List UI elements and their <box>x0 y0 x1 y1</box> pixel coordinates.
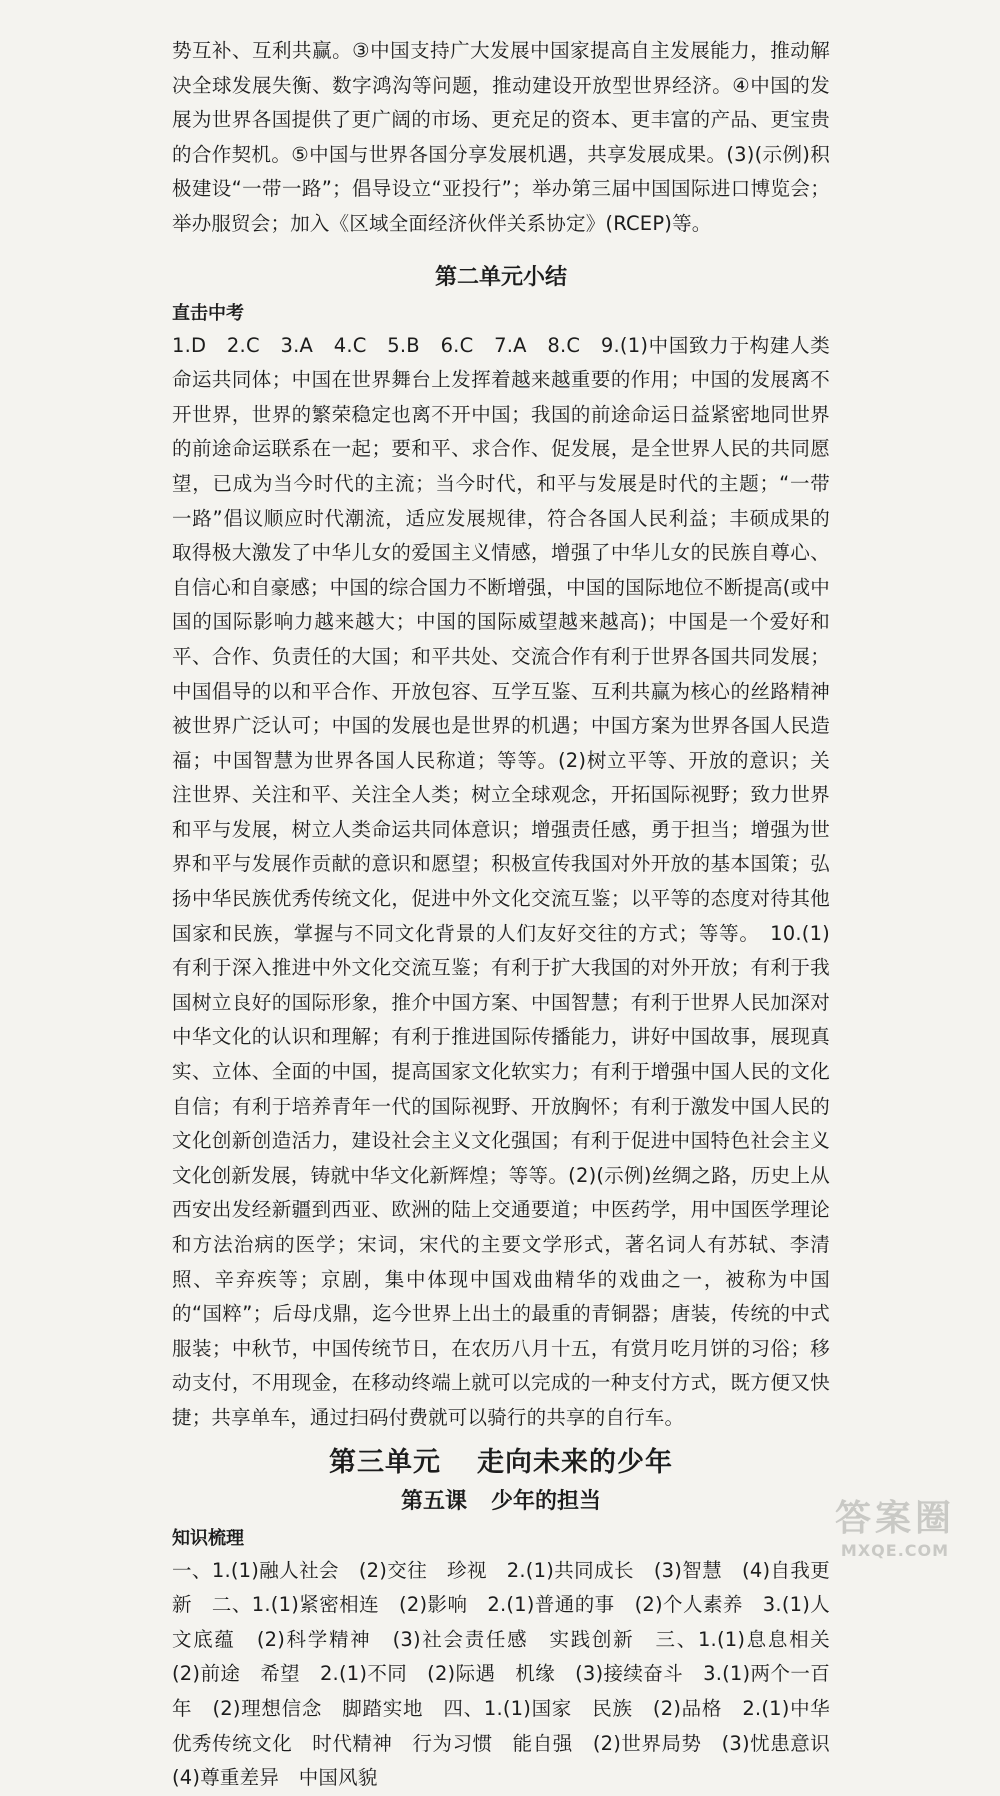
lesson5-title <box>172 1484 830 1520</box>
lesson5-label: 第五课 <box>400 1488 467 1514</box>
page-content <box>172 34 850 1796</box>
site-watermark-logo <box>810 1498 980 1578</box>
unit3-label: 第三单元 <box>329 1446 441 1478</box>
intro-paragraph: 势互补、互利共赢。③中国支持广大发展中国家提高自主发展能力，推动解决全球发展失衡、数字鸿沟等问题，推动建设开放型世界经济。④中国的发展为世界各国提供了更广阔的市场、更充足的资本、更丰富的产品、更宝贵的合作契机。⑤中国与世界各国分享发展机遇，共享发展成果。(3)(示例)积极建设“一带一路”；倡导设立“亚投行”；举办第三届中国国际进口博览会；举办服贸会；加入《区域全面经济伙伴关系协定》(RCEP)等。 <box>172 39 830 235</box>
watermark-main: 答案圈 <box>834 1498 955 1539</box>
unit2-answers: 1.D 2.C 3.A 4.C 5.B 6.C 7.A 8.C 9.(1)中国致力于构建人类命运共同体；中国在世界舞台上发挥着越来越重要的作用；中国的发展离不开世界，世界的繁荣稳定也离不开中国；我国的前途命运日益紧密地同世界的前途命运联系在一起；要和平、求合作、促发展，是全世界人民的共同愿望，已成为当今时代的主流；当今时代，和平与发展是时代的主题；“一带一路”倡议顺应时代潮流，适应发展规律，符合各国人民利益；丰硕成果的取得极大激发了中华儿女的爱国主义情感，增强了中华儿女的民族自尊心、自信心和自豪感；中国的综合国力不断增强，中国的国际地位不断提高(或中国的国际影响力越来越大；中国的国际威望越来越高)；中国是一个爱好和平、合作、负责任的大国；和平共处、交流合作有利于世界各国共同发展；中国倡导的以和平合作、开放包容、互学互鉴、互利共赢为核心的丝路精神被世界广泛认可；中国的发展也是世界的机遇；中国方案为世界各国人民造福；中国智慧为世界各国人民称道；等等。(2)树立平等、开放的意识；关注世界、关注和平、关注全人类；树立全球观念，开拓国际视野；致力世界和平与发展，树立人类命运共同体意识；增强责任感，勇于担当；增强为世界和平与发展作贡献的意识和愿望；积极宣传我国对外开放的基本国策；弘扬中华民族优秀传统文化，促进中外文化交流互鉴；以平等的态度对待其他国家和民族，掌握与不同文化背景的人们友好交往的方式；等等。 10.(1)有利于深入推进中外文化交流互鉴；有利于扩大我国的对外开放；有利于我国树立良好的国际形象，推介中国方案、中国智慧；有利于世界人民加深对中华文化的认识和理解；有利于推进国际传播能力，讲好中国故事，展现真实、立体、全面的中国，提高国家文化软实力；有利于增强中国人民的文化自信；有利于培养青年一代的国际视野、开放胸怀；有利于激发中国人民的文化创新创造活力，建设社会主义文化强国；有利于促进中国特色社会主义文化创新发展，铸就中华文化新辉煌；等等。(2)(示例)丝绸之路，历史上从西安出发经新疆到西亚、欧洲的陆上交通要道；中医药学，用中国医学理论和方法治病的医学；宋词，宋代的主要文学形式，著名词人有苏轼、李清照、辛弃疾等；京剧，集中体现中国戏曲精华的戏曲之一，被称为中国的“国粹”；后母戊鼎，迄今世界上出土的最重的青铜器；唐装，传统的中式服装；中秋节，中国传统节日，在农历八月十五，有赏月吃月饼的习俗；移动支付，不用现金，在移动终端上就可以完成的一种支付方式，既方便又快捷；共享单车，通过扫码付费就可以骑行的共享的自行车。 <box>172 333 830 1429</box>
lesson5-subheading: 知识梳理 <box>172 1527 244 1549</box>
lesson5-answers: 一、1.(1)融人社会 (2)交往 珍视 2.(1)共同成长 (3)智慧 (4)自我更新 二、1.(1)紧密相连 (2)影响 2.(1)普通的事 (2)个人素养 3.(1)人文底蕴 (2)科学精神 (3)社会责任感 实践创新 三、1.(1)息息相关 (2)前途 希望 2.(1)不同 (2)际遇 机缘 (3)接续奋斗 3.(1)两个一百年 (2)理想信念 脚踏实地 四、1.(1)国家 民族 (2)品格 2.(1)中华优秀传统文化 时代精神 行为习惯 能自强 (2)世界局势 (3)忧患意识 (4)尊重差异 中国风貌 <box>172 1558 850 1790</box>
unit2-summary-title: 第二单元小结 <box>434 264 567 290</box>
unit3-title <box>172 1442 830 1484</box>
watermark-url: MXQE.COM <box>840 1541 950 1560</box>
unit3-name: 走向未来的少年 <box>477 1446 673 1478</box>
lesson5-name: 少年的担当 <box>491 1488 602 1514</box>
unit2-subheading: 直击中考 <box>172 302 244 324</box>
